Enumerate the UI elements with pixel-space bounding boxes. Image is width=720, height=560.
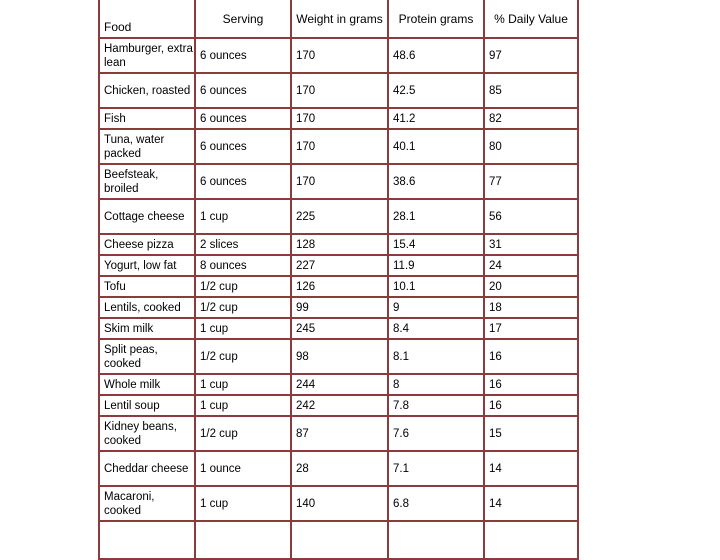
cell-weight: 128	[291, 234, 388, 255]
table-body	[99, 38, 578, 559]
cell-serving: 6 ounces	[195, 108, 291, 129]
table-row	[99, 297, 578, 318]
table-row	[99, 108, 578, 129]
cell-protein: 15.4	[388, 234, 484, 255]
cell-daily-value: 20	[484, 276, 578, 297]
cell-food: Macaroni, cooked	[99, 486, 195, 521]
header-serving: Serving	[195, 0, 291, 38]
cell-daily-value: 17	[484, 318, 578, 339]
cell-protein: 41.2	[388, 108, 484, 129]
table-row	[99, 234, 578, 255]
cell-food: Cottage cheese	[99, 199, 195, 234]
table-row	[99, 374, 578, 395]
cell-serving: 1/2 cup	[195, 297, 291, 318]
table-row	[99, 164, 578, 199]
cell-food: Lentils, cooked	[99, 297, 195, 318]
table-row	[99, 339, 578, 374]
protein-table	[98, 0, 579, 560]
cell-daily-value: 18	[484, 297, 578, 318]
cell-food: Tofu	[99, 276, 195, 297]
cell-serving: 6 ounces	[195, 129, 291, 164]
cell-protein: 7.1	[388, 451, 484, 486]
cell-serving: 1 cup	[195, 486, 291, 521]
cell-protein: 11.9	[388, 255, 484, 276]
cell-weight: 170	[291, 38, 388, 73]
table-row	[99, 255, 578, 276]
cell-daily-value: 31	[484, 234, 578, 255]
table-row	[99, 129, 578, 164]
cell-protein: 8.1	[388, 339, 484, 374]
cell-daily-value: 97	[484, 38, 578, 73]
cell-serving: 6 ounces	[195, 38, 291, 73]
cell-food: Skim milk	[99, 318, 195, 339]
cell-food: Cheese pizza	[99, 234, 195, 255]
cell-daily-value: 16	[484, 339, 578, 374]
cell-protein: 28.1	[388, 199, 484, 234]
cell-weight: 28	[291, 451, 388, 486]
cell-protein: 48.6	[388, 38, 484, 73]
cell-weight: 126	[291, 276, 388, 297]
table-row	[99, 486, 578, 521]
cell-daily-value: 24	[484, 255, 578, 276]
cell-serving: 1 ounce	[195, 451, 291, 486]
cell-protein	[388, 521, 484, 559]
cell-weight: 99	[291, 297, 388, 318]
cell-food: Lentil soup	[99, 395, 195, 416]
cell-daily-value: 85	[484, 73, 578, 108]
cell-weight: 225	[291, 199, 388, 234]
cell-weight: 170	[291, 108, 388, 129]
cell-protein: 38.6	[388, 164, 484, 199]
table-row	[99, 451, 578, 486]
protein-table-container	[98, 0, 579, 560]
table-row	[99, 199, 578, 234]
cell-protein: 10.1	[388, 276, 484, 297]
cell-food: Chicken, roasted	[99, 73, 195, 108]
cell-weight: 242	[291, 395, 388, 416]
cell-food: Yogurt, low fat	[99, 255, 195, 276]
cell-daily-value: 14	[484, 451, 578, 486]
cell-serving: 1 cup	[195, 374, 291, 395]
table-header	[99, 0, 578, 38]
cell-weight: 87	[291, 416, 388, 451]
cell-serving: 1/2 cup	[195, 339, 291, 374]
header-protein: Protein grams	[388, 0, 484, 38]
cell-weight: 245	[291, 318, 388, 339]
cell-daily-value: 80	[484, 129, 578, 164]
cell-serving: 6 ounces	[195, 73, 291, 108]
cell-food: Beefsteak, broiled	[99, 164, 195, 199]
cell-food: Kidney beans, cooked	[99, 416, 195, 451]
cell-daily-value: 16	[484, 395, 578, 416]
cell-protein: 7.8	[388, 395, 484, 416]
cell-daily-value: 56	[484, 199, 578, 234]
cell-weight: 244	[291, 374, 388, 395]
cell-weight: 170	[291, 129, 388, 164]
cell-protein: 8.4	[388, 318, 484, 339]
header-weight: Weight in grams	[291, 0, 388, 38]
cell-daily-value: 15	[484, 416, 578, 451]
cell-weight	[291, 521, 388, 559]
cell-food: Split peas, cooked	[99, 339, 195, 374]
cell-daily-value: 14	[484, 486, 578, 521]
cell-protein: 6.8	[388, 486, 484, 521]
cell-serving: 2 slices	[195, 234, 291, 255]
cell-daily-value: 16	[484, 374, 578, 395]
cell-weight: 140	[291, 486, 388, 521]
cell-food: Hamburger, extra lean	[99, 38, 195, 73]
cell-serving: 1 cup	[195, 199, 291, 234]
cell-weight: 227	[291, 255, 388, 276]
cell-protein: 42.5	[388, 73, 484, 108]
cell-weight: 170	[291, 164, 388, 199]
cell-protein: 9	[388, 297, 484, 318]
cell-serving: 1 cup	[195, 318, 291, 339]
cell-daily-value: 82	[484, 108, 578, 129]
table-row	[99, 416, 578, 451]
cell-food: Cheddar cheese	[99, 451, 195, 486]
cell-protein: 7.6	[388, 416, 484, 451]
cell-serving	[195, 521, 291, 559]
cell-protein: 8	[388, 374, 484, 395]
cell-food: Tuna, water packed	[99, 129, 195, 164]
cell-daily-value: 77	[484, 164, 578, 199]
cell-food: Whole milk	[99, 374, 195, 395]
cell-protein: 40.1	[388, 129, 484, 164]
table-row	[99, 521, 578, 559]
cell-serving: 1 cup	[195, 395, 291, 416]
table-row	[99, 38, 578, 73]
cell-serving: 1/2 cup	[195, 416, 291, 451]
cell-food: Fish	[99, 108, 195, 129]
header-food: Food	[99, 0, 195, 38]
cell-serving: 1/2 cup	[195, 276, 291, 297]
header-daily-value: % Daily Value	[484, 0, 578, 38]
header-row	[99, 0, 578, 38]
cell-food	[99, 521, 195, 559]
cell-daily-value	[484, 521, 578, 559]
table-row	[99, 318, 578, 339]
table-row	[99, 73, 578, 108]
table-row	[99, 276, 578, 297]
table-row	[99, 395, 578, 416]
cell-weight: 98	[291, 339, 388, 374]
cell-serving: 6 ounces	[195, 164, 291, 199]
cell-weight: 170	[291, 73, 388, 108]
cell-serving: 8 ounces	[195, 255, 291, 276]
